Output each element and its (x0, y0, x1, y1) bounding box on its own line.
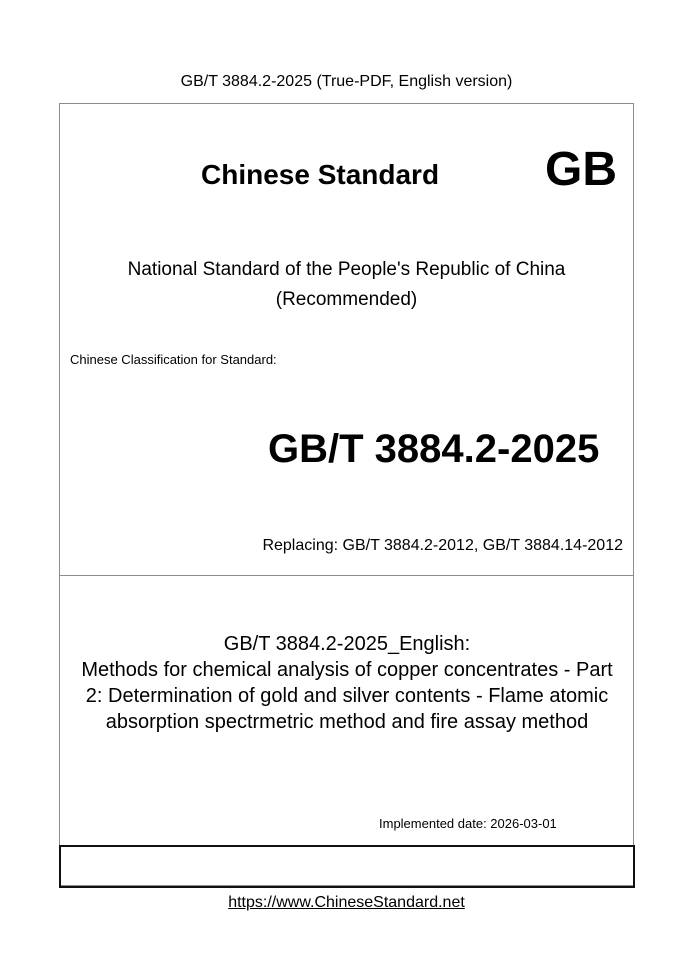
cover-frame (59, 103, 634, 886)
website-link[interactable]: https://www.ChineseStandard.net (228, 894, 465, 911)
footer (0, 893, 693, 913)
classification-label: Chinese Classification for Standard: (70, 352, 277, 367)
replacing-note: Replacing: GB/T 3884.2-2012, GB/T 3884.14-2012 (262, 537, 623, 554)
section-divider (60, 575, 633, 576)
series-label: Chinese Standard (201, 159, 440, 190)
bottom-box (59, 845, 635, 888)
implemented-date: Implemented date: 2026-03-01 (379, 816, 557, 831)
title-line: GB/T 3884.2-2025_English: (223, 633, 471, 655)
national-standard-line: National Standard of the People's Republic of China (127, 259, 566, 280)
title-line: absorption spectrmetric method and fire assay method (105, 711, 589, 733)
title-line: 2: Determination of gold and silver contents - Flame atomic (85, 685, 609, 707)
title-line: Methods for chemical analysis of copper concentrates - Part (81, 659, 613, 681)
standard-number: GB/T 3884.2-2025 (268, 427, 600, 471)
gb-logo-mark: GB (545, 143, 617, 196)
document-title (59, 631, 635, 735)
document-header: GB/T 3884.2-2025 (True-PDF, English version) (180, 73, 513, 90)
recommended-line: (Recommended) (275, 289, 418, 310)
